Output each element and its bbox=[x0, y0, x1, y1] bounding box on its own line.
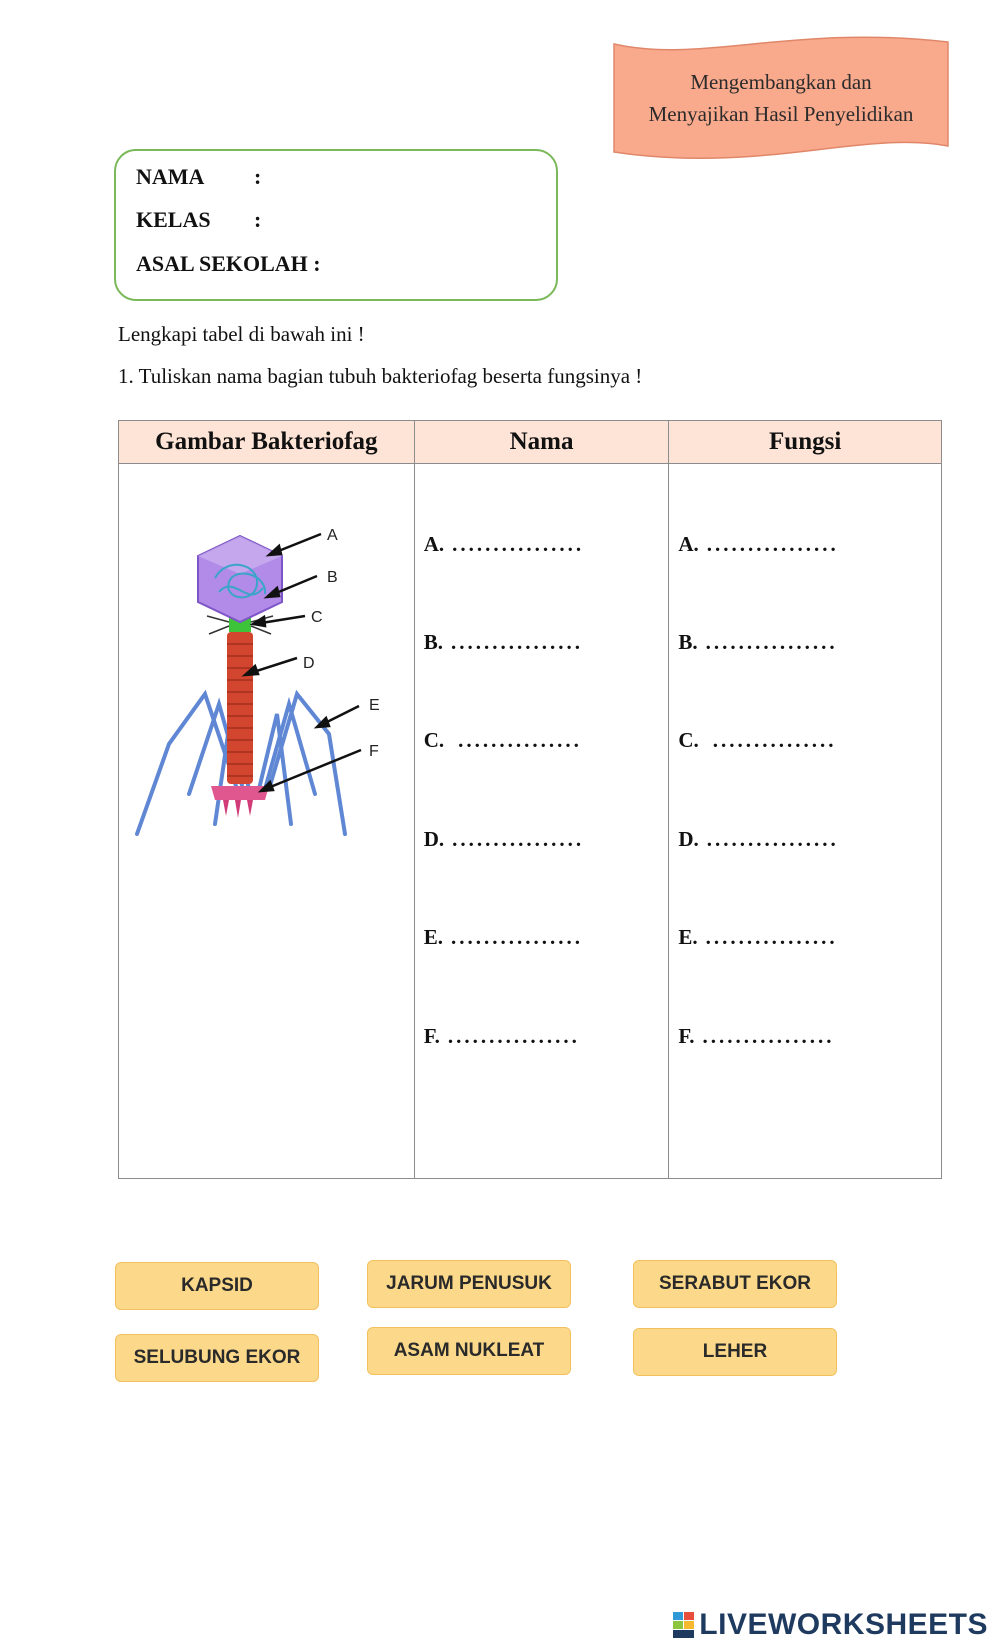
class-label: KELAS bbox=[136, 207, 211, 232]
bacteriophage-diagram bbox=[119, 504, 415, 844]
name-label: NAMA bbox=[136, 164, 205, 189]
tail-sheath bbox=[227, 632, 253, 784]
fungsi-blank-d[interactable]: D. ................ bbox=[678, 827, 839, 851]
fungsi-blank-a[interactable]: A. ................ bbox=[678, 532, 839, 556]
banner-line-1: Mengembangkan dan bbox=[690, 70, 872, 94]
liveworksheets-logo-icon bbox=[673, 1612, 695, 1638]
liveworksheets-watermark: LIVEWORKSHEETS bbox=[673, 1608, 988, 1642]
class-row bbox=[136, 207, 261, 233]
fungsi-blank-b[interactable]: B. ................ bbox=[678, 630, 838, 654]
school-row bbox=[136, 251, 321, 277]
fungsi-blank-c[interactable]: C. ............... bbox=[678, 728, 837, 752]
answer-chip-selubung-ekor[interactable]: SELUBUNG EKOR bbox=[115, 1334, 319, 1382]
nama-blank-b[interactable]: B. ................ bbox=[423, 630, 583, 654]
name-colon: : bbox=[254, 164, 262, 189]
nama-blank-c[interactable]: C. ............... bbox=[423, 728, 582, 752]
diagram-label-c: C bbox=[311, 609, 323, 626]
diagram-label-f: F bbox=[369, 743, 379, 760]
title-banner bbox=[612, 34, 950, 160]
banner-line-2: Menyajikan Hasil Penyelidikan bbox=[648, 102, 914, 126]
fungsi-blank-f[interactable]: F. ................ bbox=[678, 1024, 835, 1048]
answer-chip-asam-nukleat[interactable]: ASAM NUKLEAT bbox=[367, 1327, 571, 1375]
diagram-label-d: D bbox=[303, 655, 315, 672]
header-nama: Nama bbox=[414, 421, 669, 464]
answer-chip-leher[interactable]: LEHER bbox=[633, 1328, 837, 1376]
worksheet-table bbox=[118, 420, 942, 1179]
identity-box bbox=[114, 149, 558, 301]
nama-blank-a[interactable]: A. ................ bbox=[423, 532, 585, 556]
answer-chip-serabut-ekor[interactable]: SERABUT EKOR bbox=[633, 1260, 837, 1308]
header-gambar: Gambar Bakteriofag bbox=[119, 421, 415, 464]
class-colon: : bbox=[254, 207, 262, 232]
instruction-1: Lengkapi tabel di bawah ini ! bbox=[118, 322, 365, 346]
nama-blank-d[interactable]: D. ................ bbox=[423, 827, 585, 851]
fungsi-cell bbox=[669, 464, 942, 1179]
nama-blank-e[interactable]: E. ................ bbox=[423, 925, 583, 949]
diagram-label-e: E bbox=[369, 697, 380, 714]
diagram-cell bbox=[119, 464, 415, 1179]
fungsi-blank-e[interactable]: E. ................ bbox=[678, 925, 838, 949]
nama-blank-f[interactable]: F. ................ bbox=[423, 1024, 580, 1048]
diagram-label-b: B bbox=[327, 569, 338, 586]
header-fungsi: Fungsi bbox=[669, 421, 942, 464]
nama-cell bbox=[414, 464, 669, 1179]
diagram-label-a: A bbox=[327, 527, 338, 544]
tail-pins bbox=[223, 800, 253, 818]
base-plate bbox=[211, 786, 269, 800]
answer-chip-jarum-penusuk[interactable]: JARUM PENUSUK bbox=[367, 1260, 571, 1308]
answer-chip-kapsid[interactable]: KAPSID bbox=[115, 1262, 319, 1310]
instruction-2: 1. Tuliskan nama bagian tubuh bakteriofag beserta fungsinya ! bbox=[118, 364, 643, 388]
name-row bbox=[136, 164, 261, 190]
school-label: ASAL SEKOLAH : bbox=[136, 251, 321, 276]
